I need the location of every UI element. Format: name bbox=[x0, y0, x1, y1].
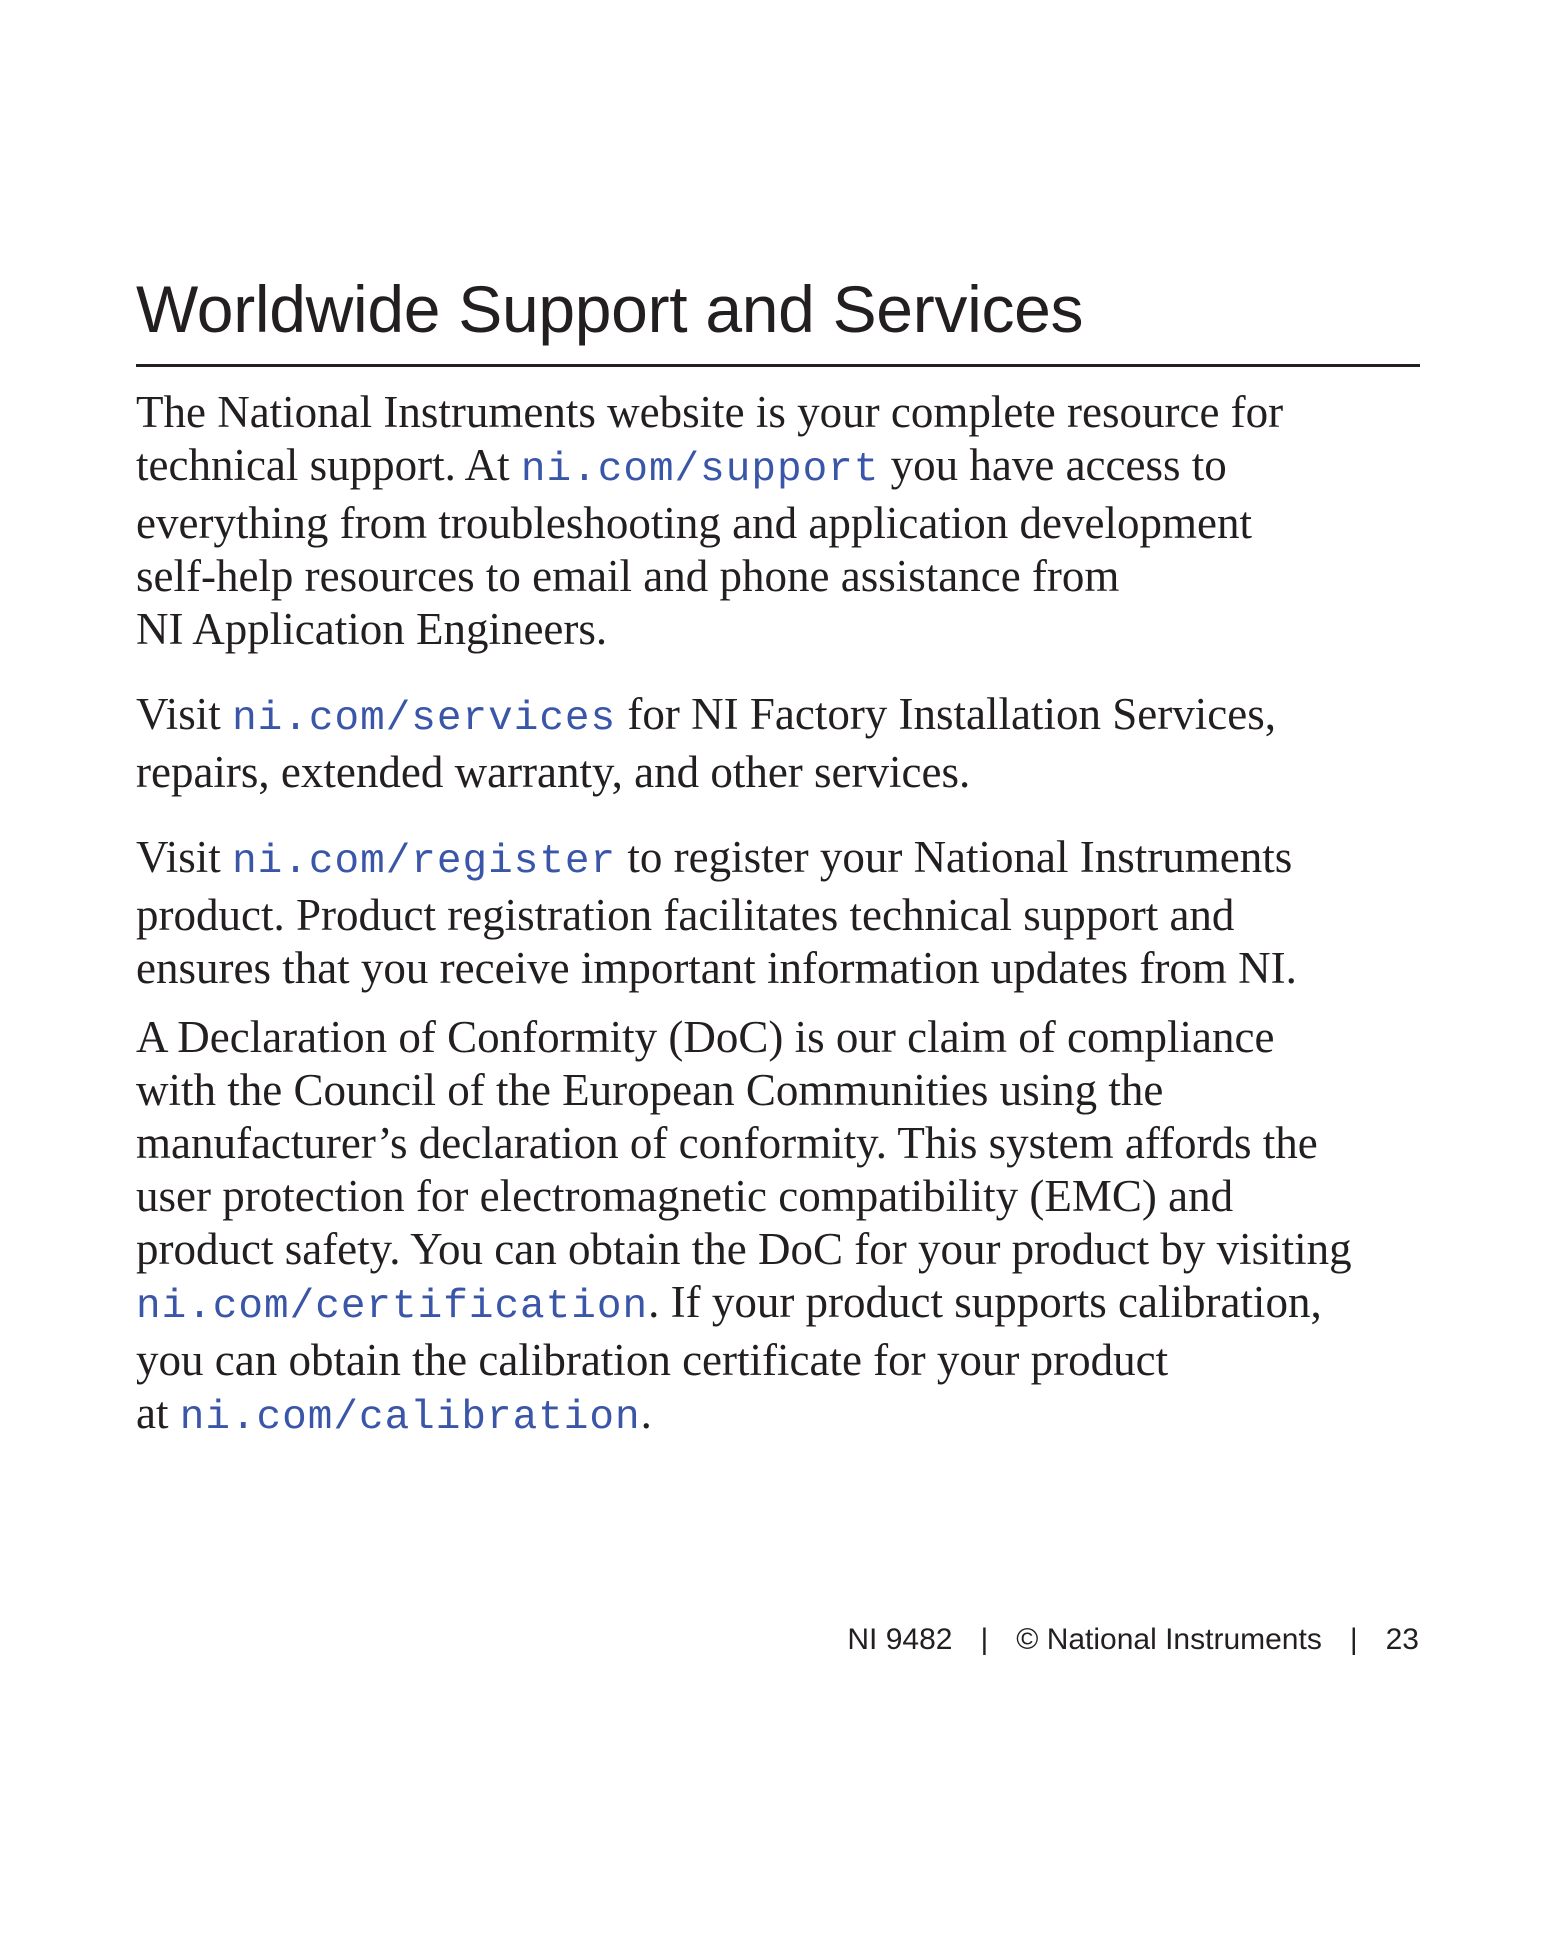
text-line bbox=[136, 746, 1426, 799]
heading-divider bbox=[136, 364, 1420, 367]
text-span: for NI Factory Installation Services, bbox=[616, 689, 1276, 739]
text-span: Visit bbox=[136, 832, 233, 882]
text-span: product safety. You can obtain the DoC for your product by visiting bbox=[136, 1224, 1352, 1274]
text-span: you can obtain the calibration certificate for your product bbox=[136, 1335, 1169, 1385]
text-span: to register your National Instruments bbox=[616, 832, 1293, 882]
text-span: self-help resources to email and phone assistance from bbox=[136, 551, 1120, 601]
text-span: product. Product registration facilitates technical support and bbox=[136, 890, 1235, 940]
document-body bbox=[136, 386, 1426, 1445]
page-footer bbox=[847, 1622, 1419, 1658]
text-span: . If your product supports calibration, bbox=[648, 1277, 1322, 1327]
paragraph-support bbox=[136, 386, 1426, 656]
footer-page-number: 23 bbox=[1385, 1623, 1419, 1656]
footer-product: NI 9482 bbox=[847, 1623, 953, 1656]
text-span: everything from troubleshooting and application development bbox=[136, 498, 1252, 548]
text-line bbox=[136, 1117, 1426, 1170]
text-line bbox=[136, 1276, 1426, 1334]
text-line bbox=[136, 550, 1426, 603]
text-span: technical support. At bbox=[136, 440, 521, 490]
paragraph-services bbox=[136, 688, 1426, 799]
footer-separator: | bbox=[1349, 1623, 1358, 1656]
services-link[interactable]: ni.com/services bbox=[232, 696, 617, 742]
calibration-link[interactable]: ni.com/calibration bbox=[179, 1395, 641, 1441]
register-link[interactable]: ni.com/register bbox=[232, 839, 617, 885]
certification-link[interactable]: ni.com/certification bbox=[136, 1284, 649, 1330]
text-span: A Declaration of Conformity (DoC) is our claim of compliance bbox=[136, 1012, 1275, 1062]
text-span: repairs, extended warranty, and other services. bbox=[136, 747, 971, 797]
footer-separator: | bbox=[980, 1623, 989, 1656]
text-span: at bbox=[136, 1388, 180, 1438]
text-line bbox=[136, 1011, 1426, 1064]
text-line bbox=[136, 889, 1426, 942]
text-line bbox=[136, 831, 1426, 889]
support-link[interactable]: ni.com/support bbox=[520, 447, 880, 493]
text-span: user protection for electromagnetic compatibility (EMC) and bbox=[136, 1171, 1234, 1221]
text-line bbox=[136, 942, 1426, 995]
text-line bbox=[136, 1223, 1426, 1276]
text-span: ensures that you receive important information updates from NI. bbox=[136, 943, 1297, 993]
text-line bbox=[136, 386, 1426, 439]
text-line bbox=[136, 497, 1426, 550]
text-span: manufacturer’s declaration of conformity. This system affords the bbox=[136, 1118, 1318, 1168]
text-line bbox=[136, 1064, 1426, 1117]
text-span: you have access to bbox=[879, 440, 1227, 490]
text-span: . bbox=[640, 1388, 652, 1438]
paragraph-conformity bbox=[136, 1011, 1426, 1445]
text-line bbox=[136, 603, 1426, 656]
text-line bbox=[136, 439, 1426, 497]
text-line bbox=[136, 688, 1426, 746]
text-span: with the Council of the European Communities using the bbox=[136, 1065, 1164, 1115]
page-title: Worldwide Support and Services bbox=[136, 272, 1084, 346]
text-line bbox=[136, 1170, 1426, 1223]
footer-copyright: © National Instruments bbox=[1016, 1623, 1322, 1656]
text-line bbox=[136, 1387, 1426, 1445]
paragraph-register bbox=[136, 831, 1426, 995]
text-line bbox=[136, 1334, 1426, 1387]
text-span: NI Application Engineers. bbox=[136, 604, 608, 654]
text-span: Visit bbox=[136, 689, 233, 739]
text-span: The National Instruments website is your complete resource for bbox=[136, 387, 1284, 437]
